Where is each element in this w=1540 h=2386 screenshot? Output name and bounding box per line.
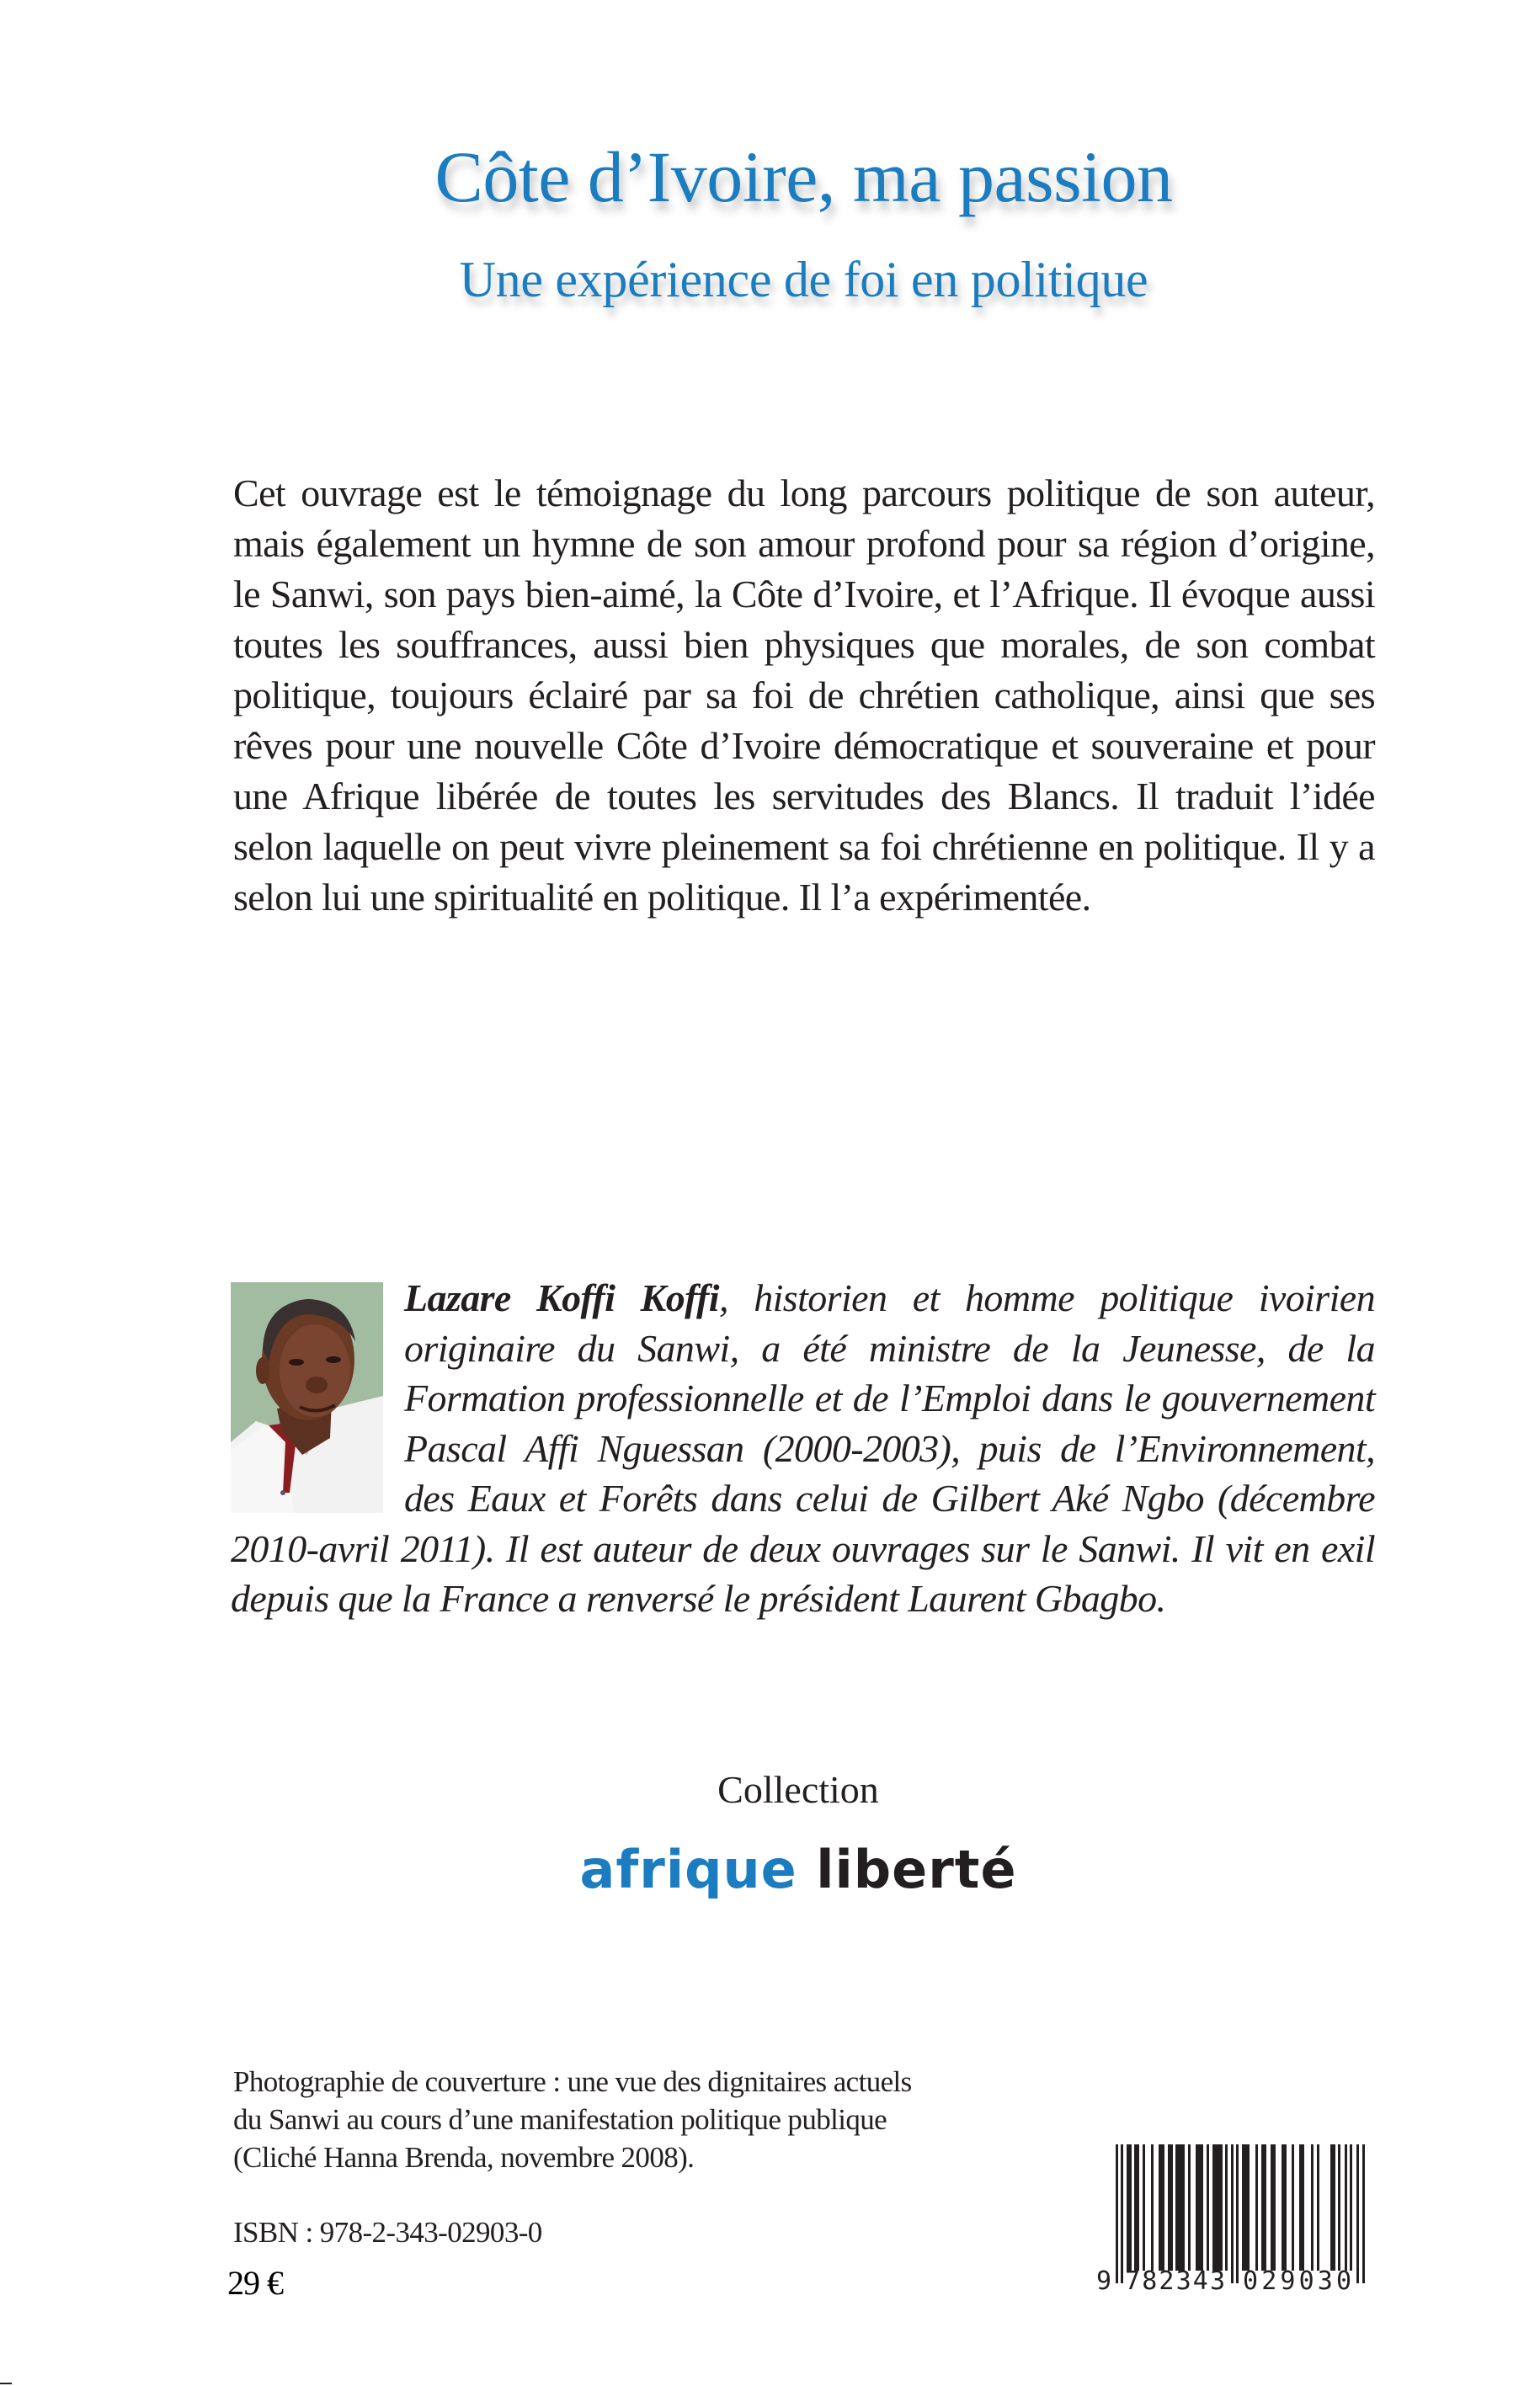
author-name: Lazare Koffi Koffi [404,1276,719,1319]
author-portrait-icon [231,1282,383,1513]
barcode-first-digit: 9 [1096,2266,1112,2294]
blurb-paragraph: Cet ouvrage est le témoignage du long parcours politique de son auteur, mais également un hymne de son amour profond pour sa région d’origine, le Sanwi, son pays bien-aimé, la Côte d’Ivoire, et l’Afrique. Il évoque aussi toutes les souffrances, aussi bien physiques que morales, de son combat politique, toujours éclairé par sa foi de chrétien catholique, ainsi que ses rêves pour une nouvelle Côte d’Ivoire démocratique et souveraine et pour une Afrique libérée de toutes les servitudes des Blancs. Il traduit l’idée selon laquelle on peut vivre pleinement sa foi chrétienne en politique. Il y a selon lui une spiritualité en politique. Il l’a expérimentée. [233,471,1375,919]
author-photo [231,1282,383,1513]
cover-photo-credit [233,2063,991,2176]
author-bio-section [231,1273,1375,1624]
book-title: Côte d’Ivoire, ma passion [434,136,1173,217]
collection-logo-word-liberte: liberté [816,1839,1017,1900]
crop-mark [0,2383,12,2384]
barcode-right-digits: 029030 [1243,2266,1352,2294]
author-bio-text: , historien et homme politique ivoirien originaire du Sanwi, a été ministre de la Jeunesse, de la Formation professionnelle et de l’Emploi dans le gouvernement Pascal Affi Nguessan (2000-2003), puis de l’Environnement, des Eaux et Forêts dans celui de Gilbert Aké Ngbo (décembre 2010-avril 2011). Il est auteur de deux ouvrages sur le Sanwi. Il vit en exil depuis que la France a renversé le président Laurent Gbagbo. [231,1276,1375,1620]
isbn-label: ISBN : 978-2-343-02903-0 [233,2216,542,2249]
price-label: 29 € [227,2264,283,2302]
credit-line: Photographie de couverture : une vue des dignitaires actuels [233,2065,912,2098]
collection-logo-word-afrique: afrique [579,1839,797,1900]
collection-logo [0,1840,1540,1899]
book-blurb [233,468,1375,923]
barcode-icon [1095,2144,1381,2294]
isbn-barcode [1095,2144,1381,2294]
book-subtitle: Une expérience de foi en politique [459,252,1148,307]
credit-line: du Sanwi au cours d’une manifestation politique publique [233,2103,887,2136]
credit-line: (Cliché Hanna Brenda, novembre 2008). [233,2141,695,2174]
collection-label: Collection [717,1768,879,1811]
barcode-left-digits: 782343 [1125,2266,1226,2294]
